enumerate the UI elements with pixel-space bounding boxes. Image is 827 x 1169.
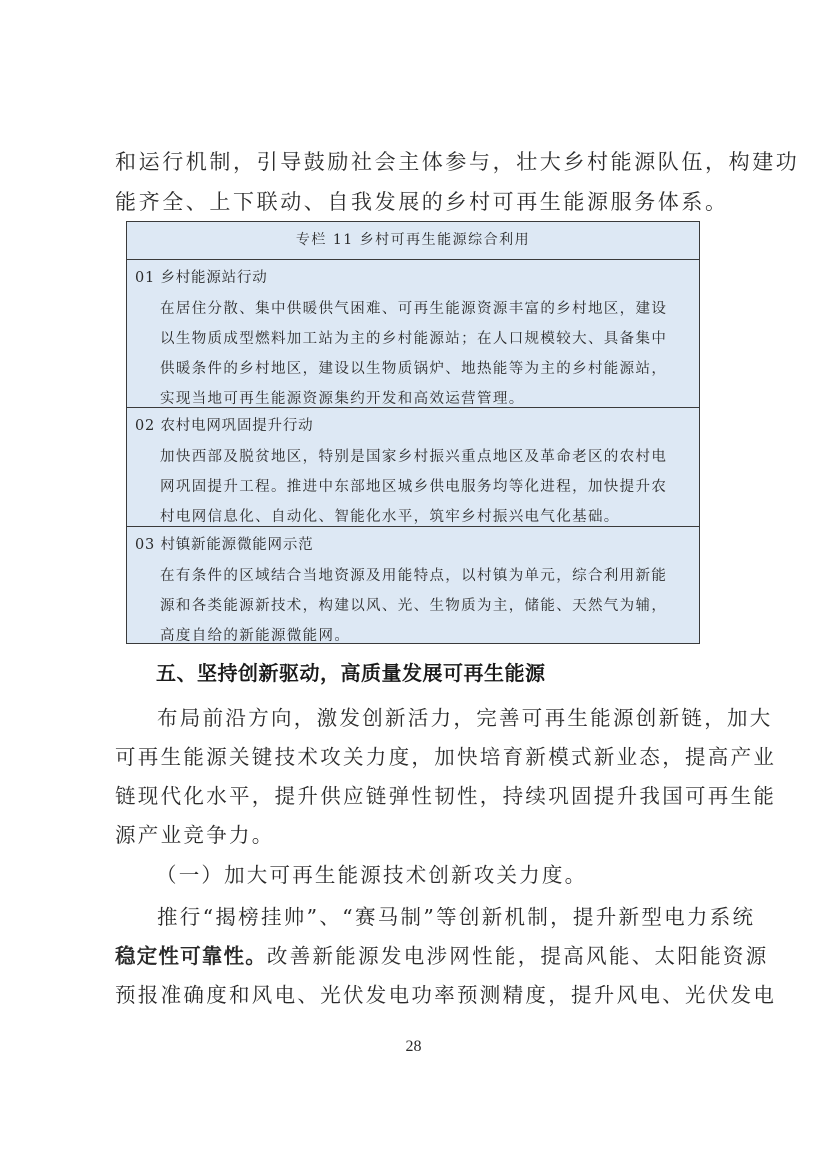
intro-paragraph bbox=[115, 142, 800, 222]
section-01-line: 供暖条件的乡村地区，建设以生物质锅炉、地热能等为主的乡村能源站， bbox=[160, 361, 668, 377]
body-line-4: 源产业竞争力。 bbox=[115, 823, 275, 847]
column-box-11 bbox=[126, 221, 700, 644]
section-heading: 五、坚持创新驱动，高质量发展可再生能源 bbox=[156, 661, 546, 685]
column-section-02 bbox=[127, 408, 699, 527]
intro-line-1: 和运行机制，引导鼓励社会主体参与，壮大乡村能源队伍，构建功 bbox=[115, 150, 800, 174]
para2-line-3: 预报准确度和风电、光伏发电功率预测精度，提升风电、光伏发电 bbox=[115, 983, 777, 1007]
section-02-line: 村电网信息化、自动化、智能化水平，筑牢乡村振兴电气化基础。 bbox=[160, 509, 620, 525]
body-line-1: 布局前沿方向，激发创新活力，完善可再生能源创新链，加大 bbox=[157, 706, 773, 730]
section-02-heading: 02 农村电网巩固提升行动 bbox=[135, 418, 314, 434]
body-paragraph bbox=[115, 699, 777, 855]
column-section-01 bbox=[127, 260, 699, 408]
sub-heading: （一）加大可再生能源技术创新攻关力度。 bbox=[156, 863, 588, 887]
para2-bold-lead: 稳定性可靠性。 bbox=[115, 944, 267, 968]
page-number: 28 bbox=[405, 1038, 422, 1055]
section-03-line: 在有条件的区域结合当地资源及用能特点，以村镇为单元，综合利用新能 bbox=[160, 568, 668, 584]
body-paragraph-2 bbox=[115, 898, 777, 1015]
section-01-heading: 01 乡村能源站行动 bbox=[135, 270, 268, 286]
section-02-line: 加快西部及脱贫地区，特别是国家乡村振兴重点地区及革命老区的农村电 bbox=[160, 449, 668, 465]
section-03-line: 高度自给的新能源微能网。 bbox=[160, 628, 351, 644]
para2-line-2-rest: 改善新能源发电涉网性能，提高风能、太阳能资源 bbox=[266, 944, 769, 968]
body-line-2: 可再生能源关键技术攻关力度，加快培育新模式新业态，提高产业 bbox=[115, 745, 777, 769]
para2-line-2 bbox=[115, 937, 769, 976]
section-01-line: 在居住分散、集中供暖供气困难、可再生能源资源丰富的乡村地区，建设 bbox=[160, 301, 668, 317]
section-03-line: 源和各类能源新技术，构建以风、光、生物质为主，储能、天然气为辅， bbox=[160, 598, 668, 614]
section-01-line: 实现当地可再生能源资源集约开发和高效运营管理。 bbox=[160, 391, 525, 407]
section-01-line: 以生物质成型燃料加工站为主的乡村能源站；在人口规模较大、具备集中 bbox=[160, 331, 668, 347]
section-03-heading: 03 村镇新能源微能网示范 bbox=[135, 537, 314, 553]
intro-line-2: 能齐全、上下联动、自我发展的乡村可再生能源服务体系。 bbox=[115, 190, 729, 214]
column-box-title: 专栏 11 乡村可再生能源综合利用 bbox=[127, 222, 699, 260]
body-line-3: 链现代化水平，提升供应链弹性韧性，持续巩固提升我国可再生能 bbox=[115, 784, 777, 808]
para2-line-1: 推行“揭榜挂帅”、“赛马制”等创新机制，提升新型电力系统 bbox=[157, 905, 756, 929]
section-02-line: 网巩固提升工程。推进中东部地区城乡供电服务均等化进程，加快提升农 bbox=[160, 479, 668, 495]
column-section-03 bbox=[127, 527, 699, 643]
